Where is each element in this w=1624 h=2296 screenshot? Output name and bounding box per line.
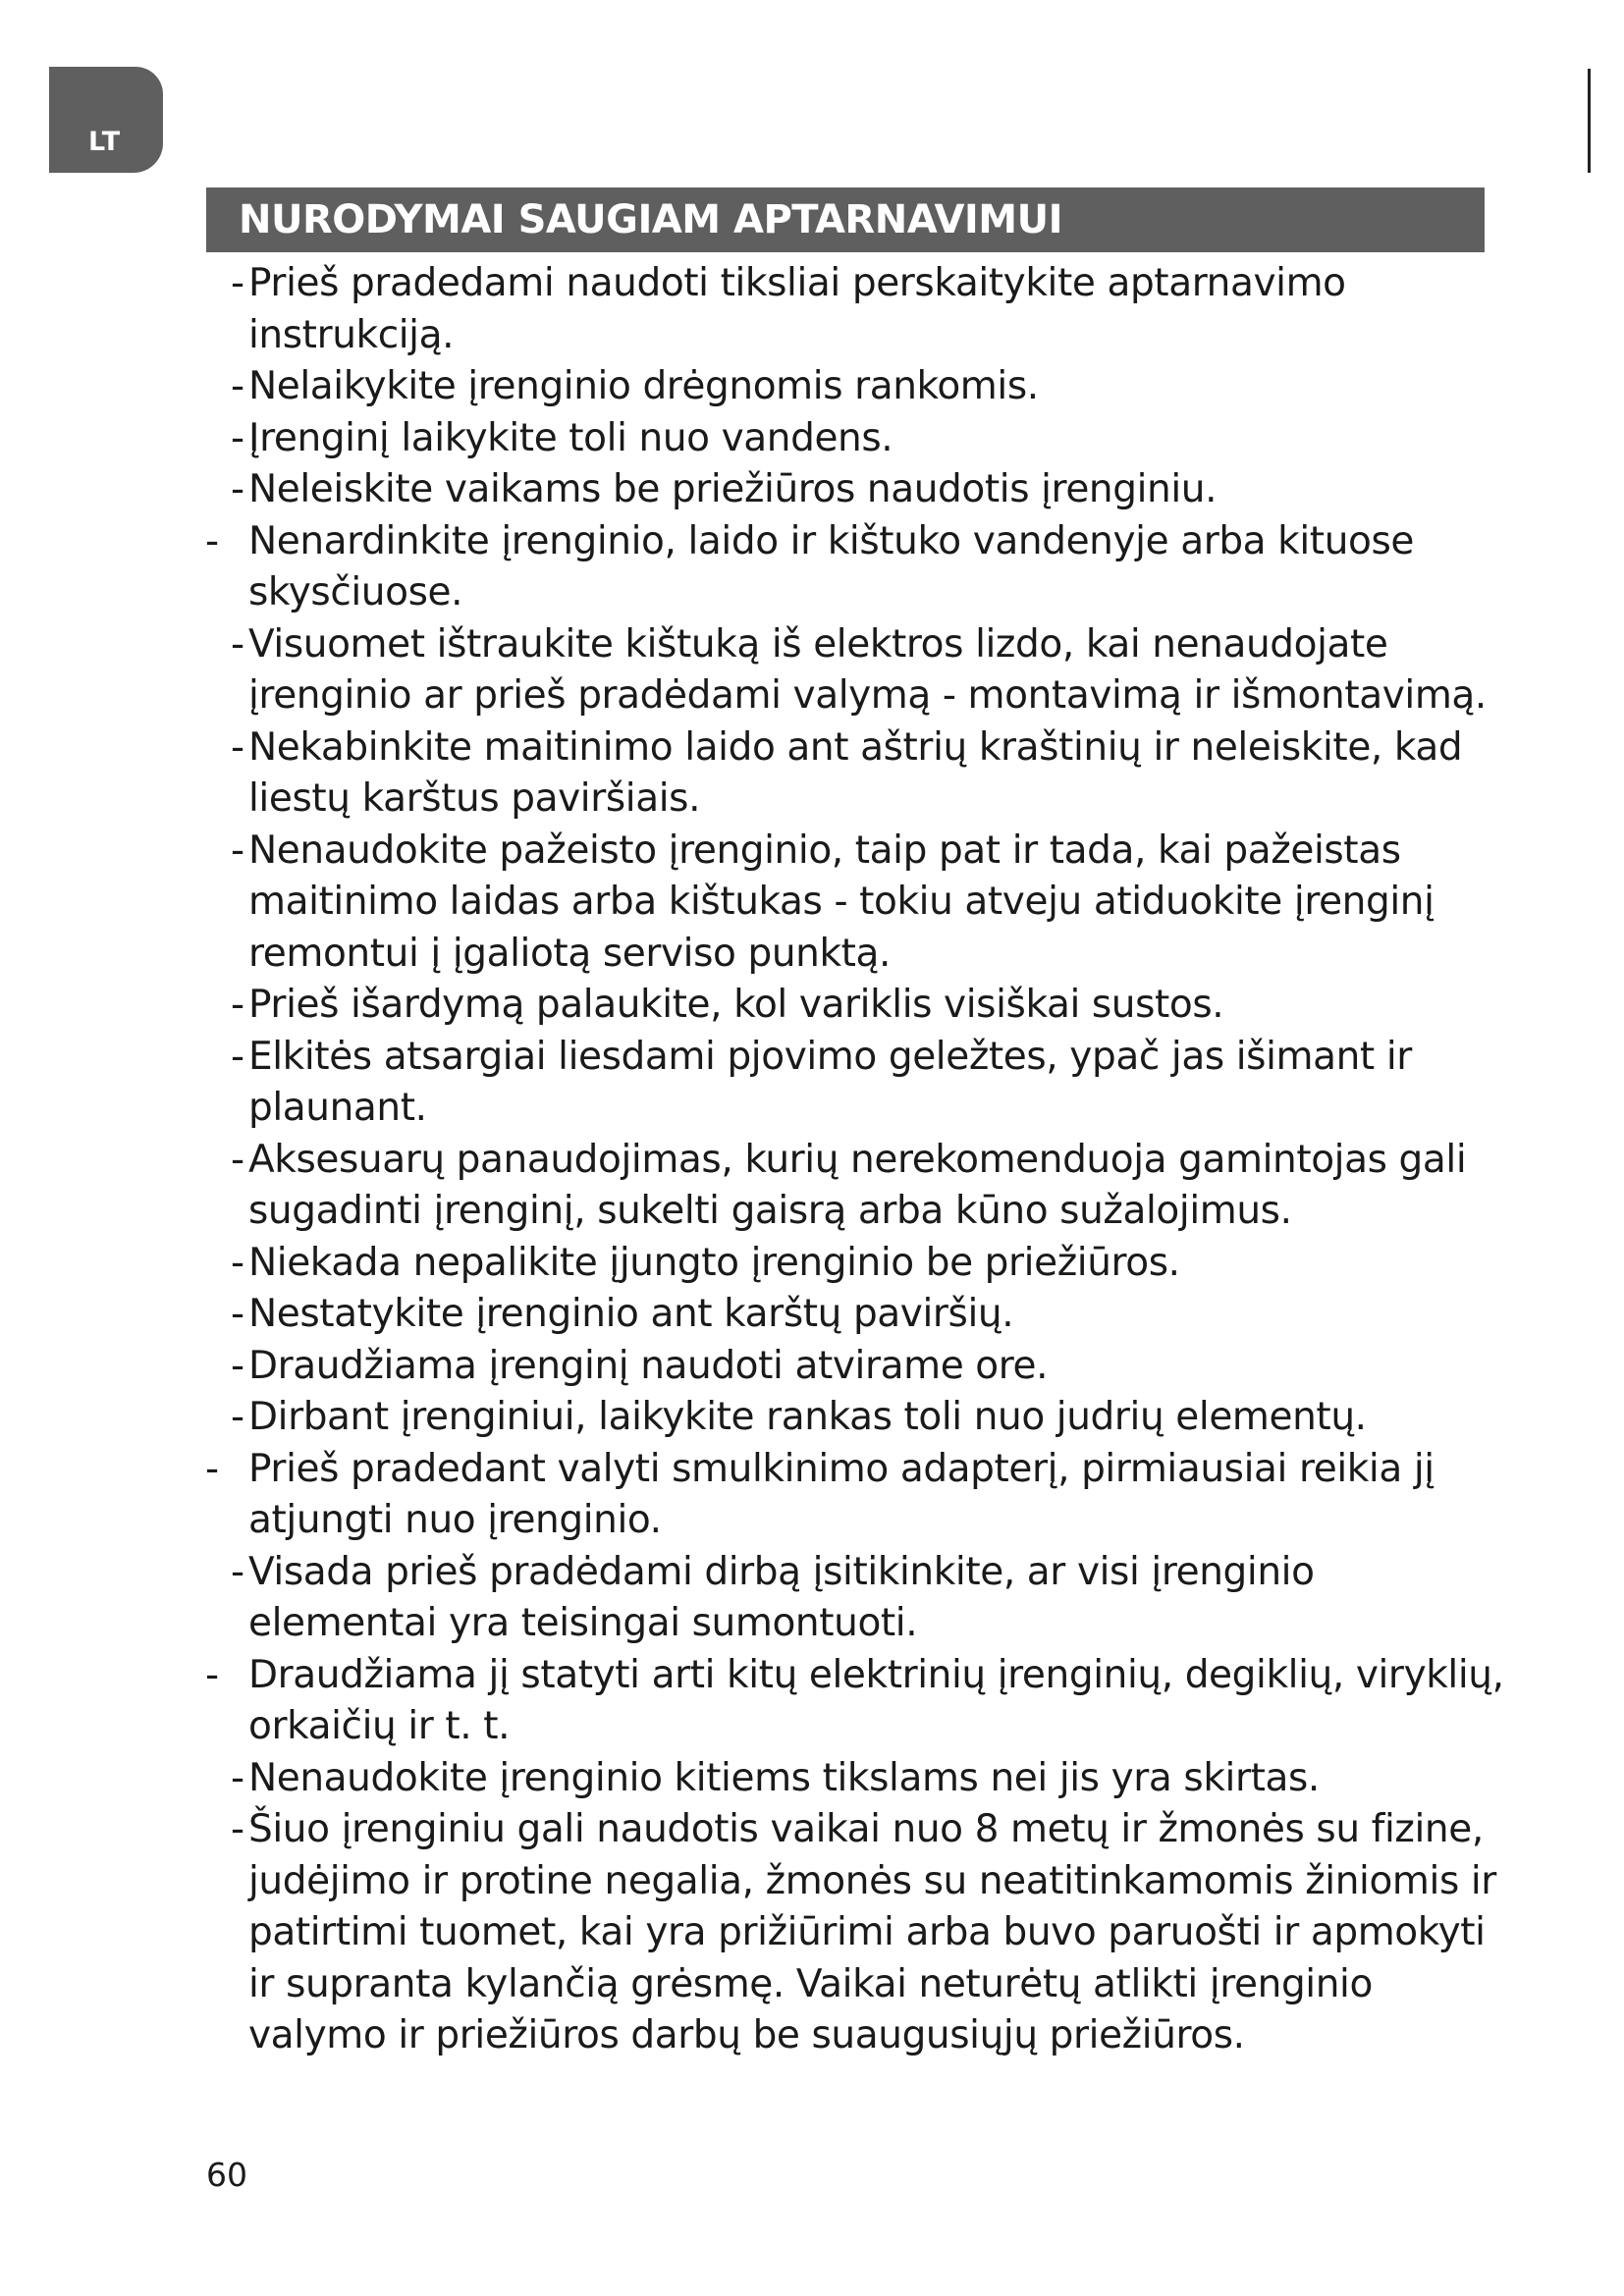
page-number: 60 [206,2156,247,2194]
list-item: - Neleiskite vaikams be priežiūros naudotis įrenginiu. [231,467,1218,511]
list-item: - Prieš pradedant valyti smulkinimo adapterį, pirmiausiai reikia jį atjungti nuo įrenginio. [205,1446,1435,1542]
list-item: - Draudžiama įrenginį naudoti atvirame ore. [231,1343,1049,1388]
safety-instructions-list [191,258,1507,2062]
list-item: - Elkitės atsargiai liesdami pjovimo geležtes, ypač jas išimant ir plaunant. [231,1034,1412,1130]
list-item: - Nenardinkite įrenginio, laido ir kištuko vandenyje arba kituose skysčiuose. [205,518,1414,614]
list-item: - Prieš išardymą palaukite, kol variklis visiškai sustos. [231,983,1224,1027]
language-tab [49,67,163,173]
list-item: - Visuomet ištraukite kištuką iš elektros lizdo, kai nenaudojate įrenginio ar prieš pradėdami valymą - montavimą ir išmontavimą. [231,621,1487,718]
list-item: - Aksesuarų panaudojimas, kurių nerekomenduoja gamintojas gali sugadinti įrenginį, sukelti gaisrą arba kūno sužalojimus. [231,1137,1467,1233]
list-item: - Niekada nepalikite įjungto įrenginio be priežiūros. [231,1240,1180,1285]
section-title: NURODYMAI SAUGIAM APTARNAVIMUI [239,197,1062,242]
list-item: - Nelaikykite įrenginio drėgnomis rankomis. [231,364,1039,408]
list-item: - Nestatykite įrenginio ant karštų paviršių. [231,1292,1014,1336]
list-item: - Nenaudokite pažeisto įrenginio, taip pat ir tada, kai pažeistas maitinimo laidas arba kištukas - tokiu atveju atiduokite įrenginį remontui į įgaliotą serviso punktą. [231,828,1435,976]
list-item: - Dirbant įrenginiui, laikykite rankas toli nuo judrių elementų. [231,1395,1367,1439]
list-item: - Nenaudokite įrenginio kitiems tikslams nei jis yra skirtas. [231,1755,1320,1800]
page-edge-marker [1588,69,1591,173]
list-item: - Draudžiama jį statyti arti kitų elektrinių įrenginių, degiklių, viryklių, orkaičių ir t. t. [205,1652,1504,1748]
language-tab-label: LT [88,127,122,157]
section-header [206,187,1485,252]
list-item: - Šiuo įrenginiu gali naudotis vaikai nuo 8 metų ir žmonės su fizine, judėjimo ir protine negalia, žmonės su neatitinkamomis žiniomis ir patirtimi tuomet, kai yra prižiūrimi arba buvo paruošti ir apmokyti ir supranta kylančią grėsmę. Vaikai neturėtų atlikti įrenginio valymo ir priežiūros darbų be suaugusiųjų priežiūros. [231,1807,1496,2057]
list-item: - Nekabinkite maitinimo laido ant aštrių kraštinių ir neleiskite, kad liestų karštus paviršiais. [231,724,1463,821]
list-item: - Visada prieš pradėdami dirbą įsitikinkite, ar visi įrenginio elementai yra teisingai sumontuoti. [231,1549,1315,1645]
list-item: - Įrenginį laikykite toli nuo vandens. [231,415,893,460]
list-item: - Prieš pradedami naudoti tiksliai perskaitykite aptarnavimo instrukciją. [231,261,1346,357]
